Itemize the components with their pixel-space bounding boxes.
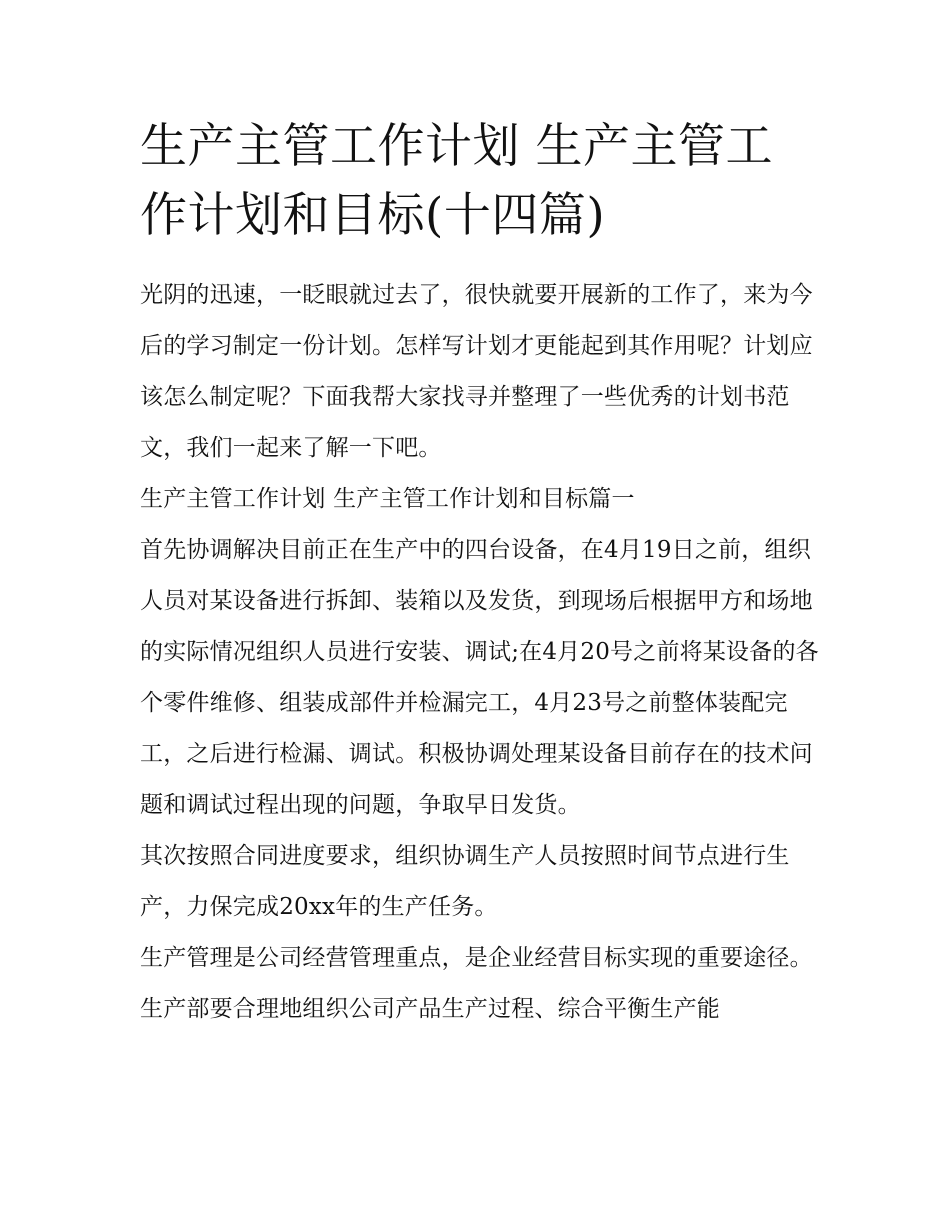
body-paragraph: 首先协调解决目前正在生产中的四台设备，在4月19日之前，组织人员对某设备进行拆卸、装箱以及发货，到现场后根据甲方和场地的实际情况组织人员进行安装、调试;在4月20号之前将某设备的各个零件维修、组装成部件并检漏完工，4月23号之前整体装配完工，之后进行检漏、调试。积极协调处理某设备目前存在的技术问题和调试过程出现的问题，争取早日发货。: [140, 537, 819, 818]
document-body: [140, 112, 820, 1035]
body-paragraph: 生产管理是公司经营管理重点，是企业经营目标实现的重要途径。生产部要合理地组织公司产品生产过程、综合平衡生产能: [140, 945, 813, 1022]
document-title: 生产主管工作计划 生产主管工作计划和目标(十四篇): [140, 119, 773, 243]
section-heading: 生产主管工作计划 生产主管工作计划和目标篇一: [140, 486, 635, 512]
body-paragraph: 其次按照合同进度要求，组织协调生产人员按照时间节点进行生产，力保完成20xx年的生产任务。: [140, 843, 790, 920]
intro-paragraph: 光阴的迅速，一眨眼就过去了，很快就要开展新的工作了，来为今后的学习制定一份计划。怎样写计划才更能起到其作用呢？计划应该怎么制定呢？下面我帮大家找寻并整理了一些优秀的计划书范文，我们一起来了解一下吧。: [140, 282, 813, 461]
